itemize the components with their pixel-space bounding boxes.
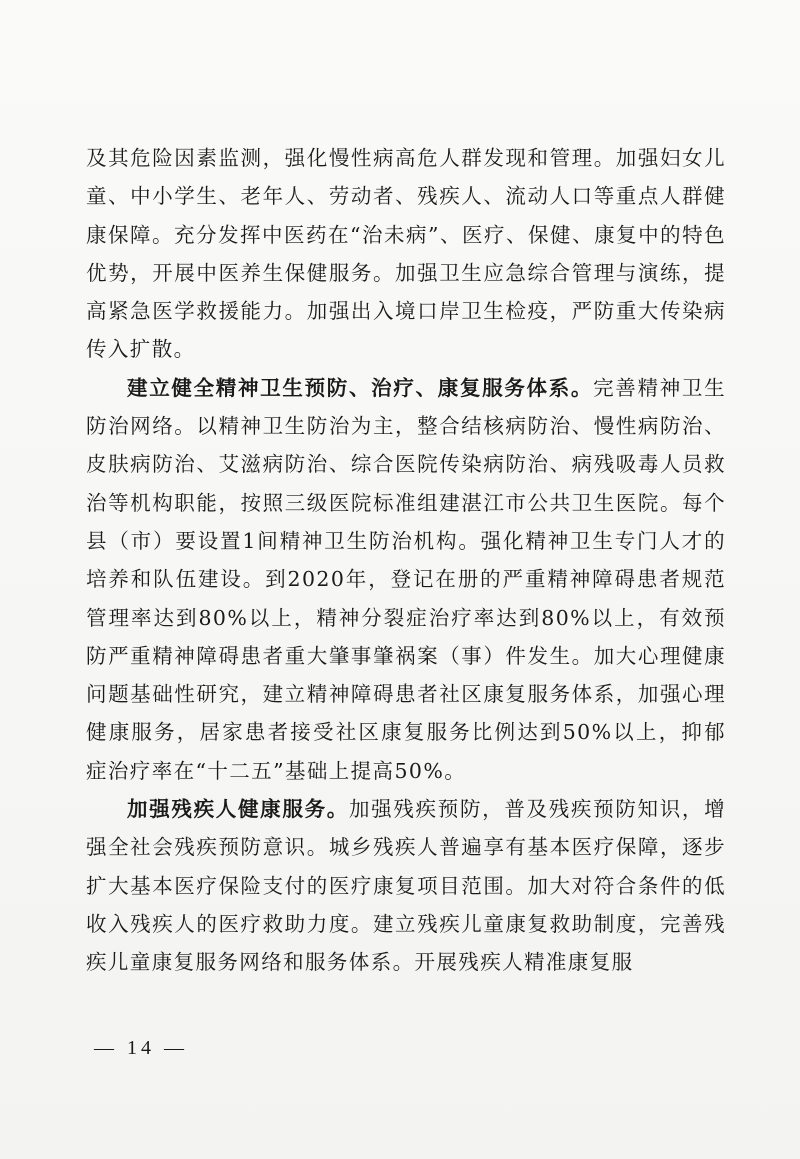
paragraph-1 — [86, 139, 726, 369]
paragraph-1-text: 及其危险因素监测，强化慢性病高危人群发现和管理。加强妇女儿童、中小学生、老年人、劳动者、残疾人、流动人口等重点人群健康保障。充分发挥中医药在“治未病”、医疗、保健、康复中的特色优势，开展中医养生保健服务。加强卫生应急综合管理与演练，提高紧急医学救援能力。加强出入境口岸卫生检疫，严防重大传染病传入扩散。 — [86, 146, 726, 362]
paragraph-3-text: 加强残疾预防，普及残疾预防知识，增强全社会残疾预防意识。城乡残疾人普遍享有基本医疗保障，逐步扩大基本医疗保险支付的医疗康复项目范围。加大对符合条件的低收入残疾人的医疗救助力度。建立残疾儿童康复救助制度，完善残疾儿童康复服务网络和服务体系。开展残疾人精准康复服 — [86, 797, 726, 975]
page-number: — 14 — — [94, 1037, 188, 1059]
paragraph-2-text: 完善精神卫生防治网络。以精神卫生防治为主，整合结核病防治、慢性病防治、皮肤病防治、艾滋病防治、综合医院传染病防治、病残吸毒人员救治等机构职能，按照三级医院标准组建湛江市公共卫生医院。每个县（市）要设置1间精神卫生防治机构。强化精神卫生专门人才的培养和队伍建设。到2020年，登记在册的严重精神障碍患者规范管理率达到80%以上，精神分裂症治疗率达到80%以上，有效预防严重精神障碍患者重大肇事肇祸案（事）件发生。加大心理健康问题基础性研究，建立精神障碍患者社区康复服务体系，加强心理健康服务，居家患者接受社区康复服务比例达到50%以上，抑郁症治疗率在“十二五”基础上提高50%。 — [86, 375, 726, 783]
paragraph-2-heading: 建立健全精神卫生预防、治疗、康复服务体系。 — [127, 375, 594, 400]
paragraph-3-heading: 加强残疾人健康服务。 — [127, 797, 349, 822]
paragraph-2 — [86, 369, 726, 790]
paragraph-3 — [86, 790, 726, 981]
body-text — [86, 139, 726, 982]
